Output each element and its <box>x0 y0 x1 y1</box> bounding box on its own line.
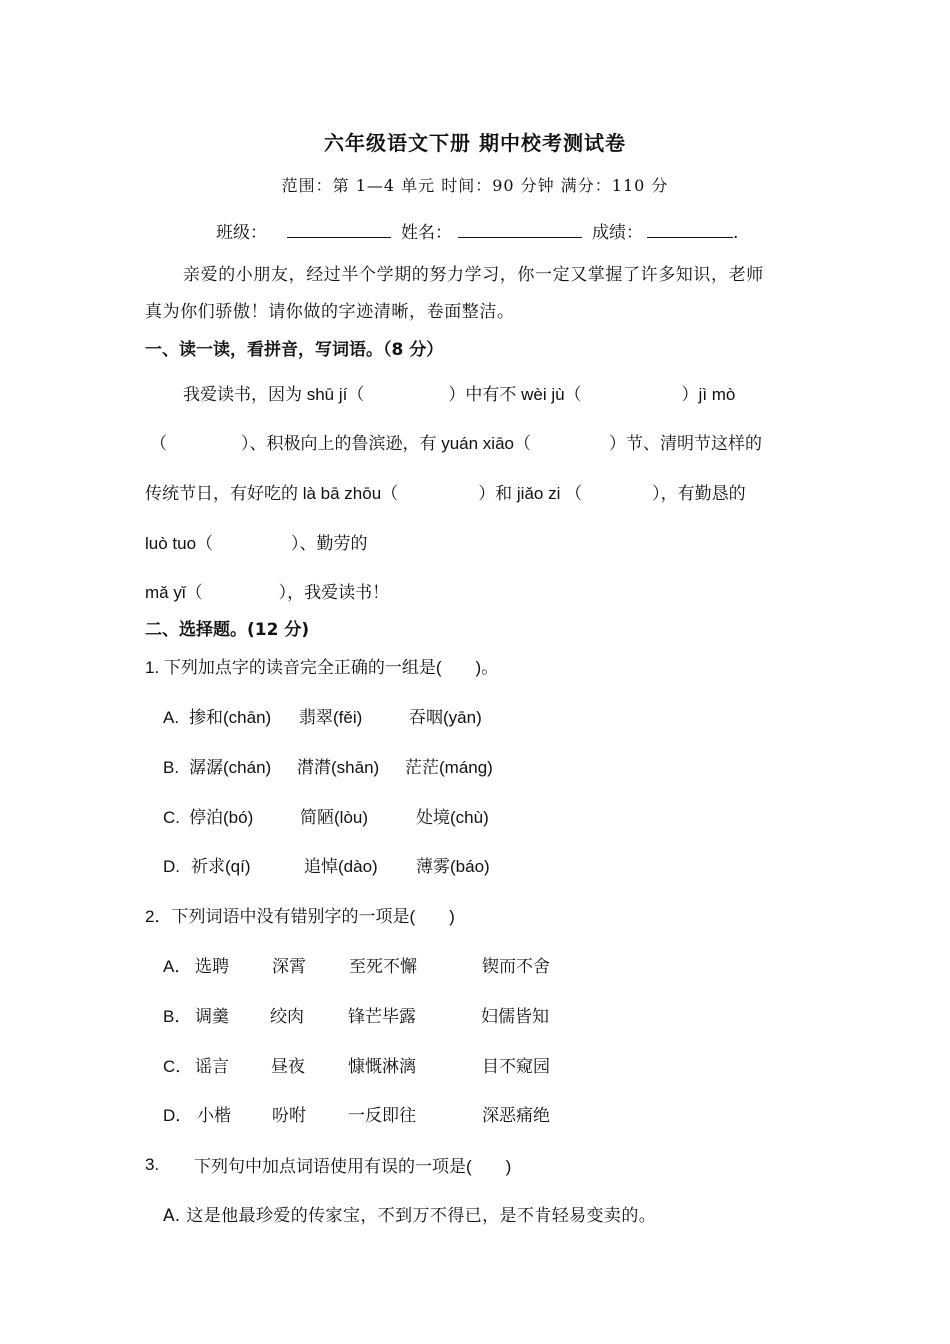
q2-option-d: D． 小楷 吩咐 一反即往 深恶痛绝 <box>163 1106 550 1125</box>
q1-option-a: A. 掺和(chān) 翡翠(fěi) 吞咽(yān) <box>163 708 482 727</box>
score-label: 成绩： <box>592 223 643 243</box>
q2-option-a: A． 选聘 深霄 至死不懈 锲而不舍 <box>163 957 550 976</box>
question-3-stem: 下列句中加点词语使用有误的一项是( ) <box>194 1157 512 1176</box>
q1-option-d: D. 祈求(qí) 追悼(dào) 薄雾(báo) <box>163 857 490 876</box>
score-blank[interactable] <box>647 223 733 238</box>
q2-option-c: C． 谣言 昼夜 慷慨淋漓 目不窥园 <box>163 1057 550 1076</box>
end-mark: . <box>733 223 739 243</box>
page-title: 六年级语文下册 期中校考测试卷 <box>324 131 626 155</box>
fill-line-3: 传统节日，有好吃的 là bā zhōu（ ）和 jiǎo zi （ ），有勤恳的 <box>145 484 746 503</box>
question-1-stem: 1. 下列加点字的读音完全正确的一组是( )。 <box>145 658 499 677</box>
exam-subtitle: 范围：第 1—4 单元 时间：90 分钟 满分：110 分 <box>281 176 669 195</box>
q1-option-c: C. 停泊(bó) 简陋(lòu) 处境(chù) <box>163 808 489 827</box>
q3-option-a: A. 这是他最珍爱的传家宝，不到万不得已，是不肯轻易变卖的。 <box>163 1206 657 1226</box>
student-info-row <box>216 218 738 243</box>
class-blank[interactable] <box>287 223 391 238</box>
intro-line-2: 真为你们骄傲！请你做的字迹清晰，卷面整洁。 <box>145 302 515 322</box>
question-2-stem: 2．下列词语中没有错别字的一项是( ) <box>145 907 455 926</box>
name-label: 姓名： <box>401 223 452 243</box>
fill-line-2: （ ）、积极向上的鲁滨逊，有 yuán xiāo（ ）节、清明节这样的 <box>150 434 762 453</box>
question-3-number: 3. <box>145 1155 160 1174</box>
fill-line-5: mǎ yǐ（ ），我爱读书！ <box>145 583 390 602</box>
name-blank[interactable] <box>458 223 582 238</box>
section-1-heading: 一、读一读，看拼音，写词语。（8 分） <box>145 340 444 360</box>
q2-option-b: B． 调羹 绞肉 锋芒毕露 妇儒皆知 <box>163 1007 549 1026</box>
q1-option-b: B. 潺潺(chán) 潸潸(shān) 茫茫(máng) <box>163 758 493 777</box>
fill-line-1: 我爱读书，因为 shū jí（ ）中有不 wèi jù（ ）jì mò <box>183 385 736 404</box>
intro-line-1: 亲爱的小朋友，经过半个学期的努力学习，你一定又掌握了许多知识，老师 <box>183 265 764 285</box>
fill-line-4: luò tuo（ ）、勤劳的 <box>145 534 368 553</box>
section-2-heading: 二、选择题。(12 分) <box>145 620 310 640</box>
class-label: 班级： <box>216 223 267 243</box>
